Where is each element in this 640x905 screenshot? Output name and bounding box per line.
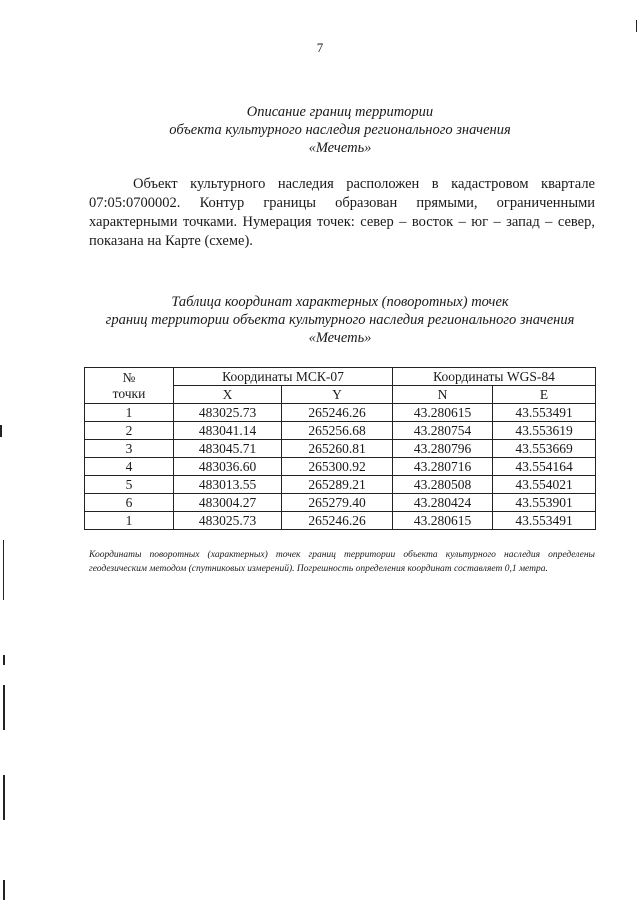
point-number-cell: 1: [85, 512, 174, 530]
wgs84-header: Координаты WGS-84: [393, 368, 596, 386]
table-title-line-3: «Мечеть»: [308, 330, 372, 346]
n-cell: 43.280424: [393, 494, 493, 512]
y-cell: 265300.92: [282, 458, 393, 476]
e-cell: 43.554164: [493, 458, 596, 476]
scan-mark: [0, 425, 2, 437]
x-cell: 483025.73: [174, 512, 282, 530]
y-cell: 265289.21: [282, 476, 393, 494]
x-cell: 483041.14: [174, 422, 282, 440]
n-cell: 43.280754: [393, 422, 493, 440]
e-cell: 43.553619: [493, 422, 596, 440]
y-cell: 265246.26: [282, 404, 393, 422]
table-row: [85, 440, 596, 458]
scan-mark: [636, 20, 637, 32]
table-row: [85, 494, 596, 512]
e-cell: 43.553669: [493, 440, 596, 458]
scan-mark: [3, 540, 4, 600]
x-cell: 483036.60: [174, 458, 282, 476]
point-number-cell: 3: [85, 440, 174, 458]
e-column-header: E: [493, 386, 596, 404]
section-heading-line-3: «Мечеть»: [308, 140, 372, 156]
e-cell: 43.553491: [493, 512, 596, 530]
table-title: [60, 293, 620, 347]
n-cell: 43.280796: [393, 440, 493, 458]
scan-mark: [3, 880, 5, 900]
section-heading-line-2: объекта культурного наследия регионального значения: [169, 122, 511, 138]
e-cell: 43.554021: [493, 476, 596, 494]
table-title-line-2: границ территории объекта культурного наследия регионального значения: [105, 312, 575, 328]
table-row: [85, 404, 596, 422]
coordinates-table: [84, 367, 596, 530]
e-cell: 43.553491: [493, 404, 596, 422]
x-cell: 483013.55: [174, 476, 282, 494]
n-cell: 43.280615: [393, 404, 493, 422]
section-heading: [60, 103, 620, 157]
description-paragraph: Объект культурного наследия расположен в кадастровом квартале 07:05:0700002. Контур границы образован прямыми, ограниченными характерными точками. Нумерация точек: север – восток – юг – запад – север, показана на Карте (схеме).: [89, 176, 595, 249]
y-cell: 265260.81: [282, 440, 393, 458]
x-cell: 483025.73: [174, 404, 282, 422]
y-cell: 265246.26: [282, 512, 393, 530]
y-column-header: Y: [282, 386, 393, 404]
point-number-cell: 5: [85, 476, 174, 494]
n-cell: 43.280716: [393, 458, 493, 476]
y-cell: 265279.40: [282, 494, 393, 512]
table-row: [85, 422, 596, 440]
y-cell: 265256.68: [282, 422, 393, 440]
page-number: 7: [316, 40, 324, 55]
table-title-line-1: Таблица координат характерных (поворотных) точек: [171, 294, 509, 310]
e-cell: 43.553901: [493, 494, 596, 512]
table-row: [85, 476, 596, 494]
section-heading-line-1: Описание границ территории: [246, 104, 434, 120]
footnote: Координаты поворотных (характерных) точек границ территории объекта культурного наследия определены геодезическим методом (спутниковых измерений). Погрешность определения координат составляет 0,1 метра.: [89, 550, 595, 574]
table-row: [85, 458, 596, 476]
point-number-cell: 1: [85, 404, 174, 422]
scan-mark: [3, 685, 5, 730]
n-cell: 43.280508: [393, 476, 493, 494]
n-cell: 43.280615: [393, 512, 493, 530]
x-cell: 483045.71: [174, 440, 282, 458]
n-column-header: N: [393, 386, 493, 404]
x-cell: 483004.27: [174, 494, 282, 512]
scan-mark: [3, 655, 5, 665]
msk07-header: Координаты МСК-07: [174, 368, 393, 386]
x-column-header: X: [174, 386, 282, 404]
point-number-cell: 6: [85, 494, 174, 512]
point-number-header: № точки: [85, 368, 174, 404]
table-row: [85, 512, 596, 530]
point-number-cell: 4: [85, 458, 174, 476]
scan-mark: [3, 775, 5, 820]
point-number-cell: 2: [85, 422, 174, 440]
